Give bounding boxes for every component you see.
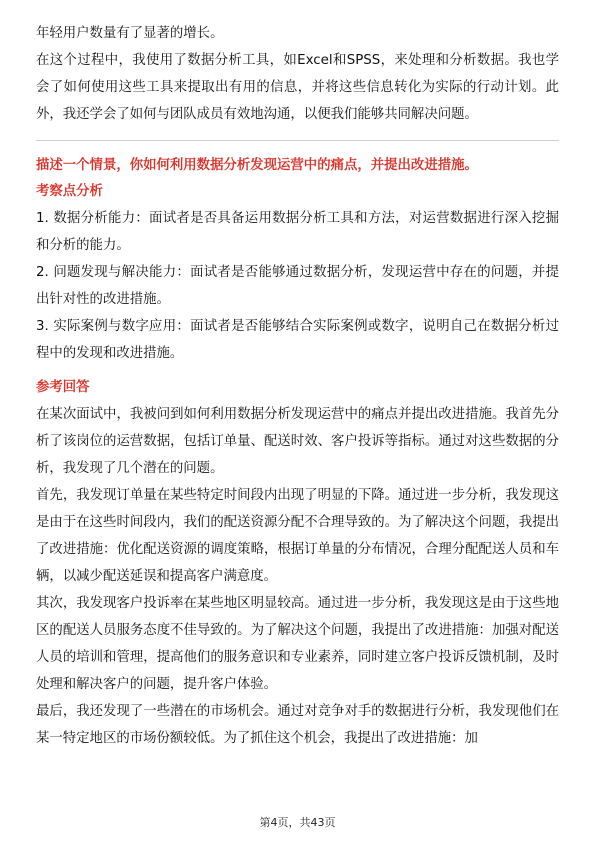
answer-paragraph: 最后，我还发现了一些潜在的市场机会。通过对竞争对手的数据进行分析，我发现他们在某一特定地区的市场份额较低。为了抓住这个机会，我提出了改进措施：加 [36, 704, 559, 746]
answer-title: 参考回答 [36, 380, 90, 395]
answer-paragraph: 首先，我发现订单量在某些特定时间段内出现了明显的下降。通过进一步分析，我发现这是由于在这些时间段内，我们的配送资源分配不合理导致的。为了解决这个问题，我提出了改进措施：优化配送资源的调度策略，根据订单量的分布情况，合理分配配送人员和车辆，以减少配送延误和提高客户满意度。 [36, 488, 559, 584]
analysis-item: 1. 数据分析能力：面试者是否具备运用数据分析工具和方法，对运营数据进行深入挖掘和分析的能力。 [36, 211, 559, 253]
question-heading: 描述一个情景，你如何利用数据分析发现运营中的痛点，并提出改进措施。 [36, 158, 478, 173]
paragraph: 年轻用户数量有了显著的增长。 [36, 26, 224, 41]
analysis-item: 2. 问题发现与解决能力：面试者是否能够通过数据分析，发现运营中存在的问题，并提出针对性的改进措施。 [36, 265, 559, 307]
analysis-item: 3. 实际案例与数字应用：面试者是否能够结合实际案例或数字，说明自己在数据分析过程中的发现和改进措施。 [36, 319, 559, 361]
page-number: 第4页，共43页 [259, 816, 336, 829]
answer-paragraph: 在某次面试中，我被问到如何利用数据分析发现运营中的痛点并提出改进措施。我首先分析了该岗位的运营数据，包括订单量、配送时效、客户投诉等指标。通过对这些数据的分析，我发现了几个潜在的问题。 [36, 407, 559, 476]
divider [36, 140, 559, 141]
answer-paragraph: 其次，我发现客户投诉率在某些地区明显较高。通过进一步分析，我发现这是由于这些地区的配送人员服务态度不佳导致的。为了解决这个问题，我提出了改进措施：加强对配送人员的培训和管理，提高他们的服务意识和专业素养，同时建立客户投诉反馈机制，及时处理和解决客户的问题，提升客户体验。 [36, 596, 559, 692]
paragraph: 在这个过程中，我使用了数据分析工具，如Excel和SPSS，来处理和分析数据。我也学会了如何使用这些工具来提取出有用的信息，并将这些信息转化为实际的行动计划。此外，我还学会了如何与团队成员有效地沟通，以便我们能够共同解决问题。 [36, 53, 559, 122]
page-content [36, 20, 559, 752]
analysis-title: 考察点分析 [36, 184, 103, 199]
spacer [36, 367, 559, 375]
